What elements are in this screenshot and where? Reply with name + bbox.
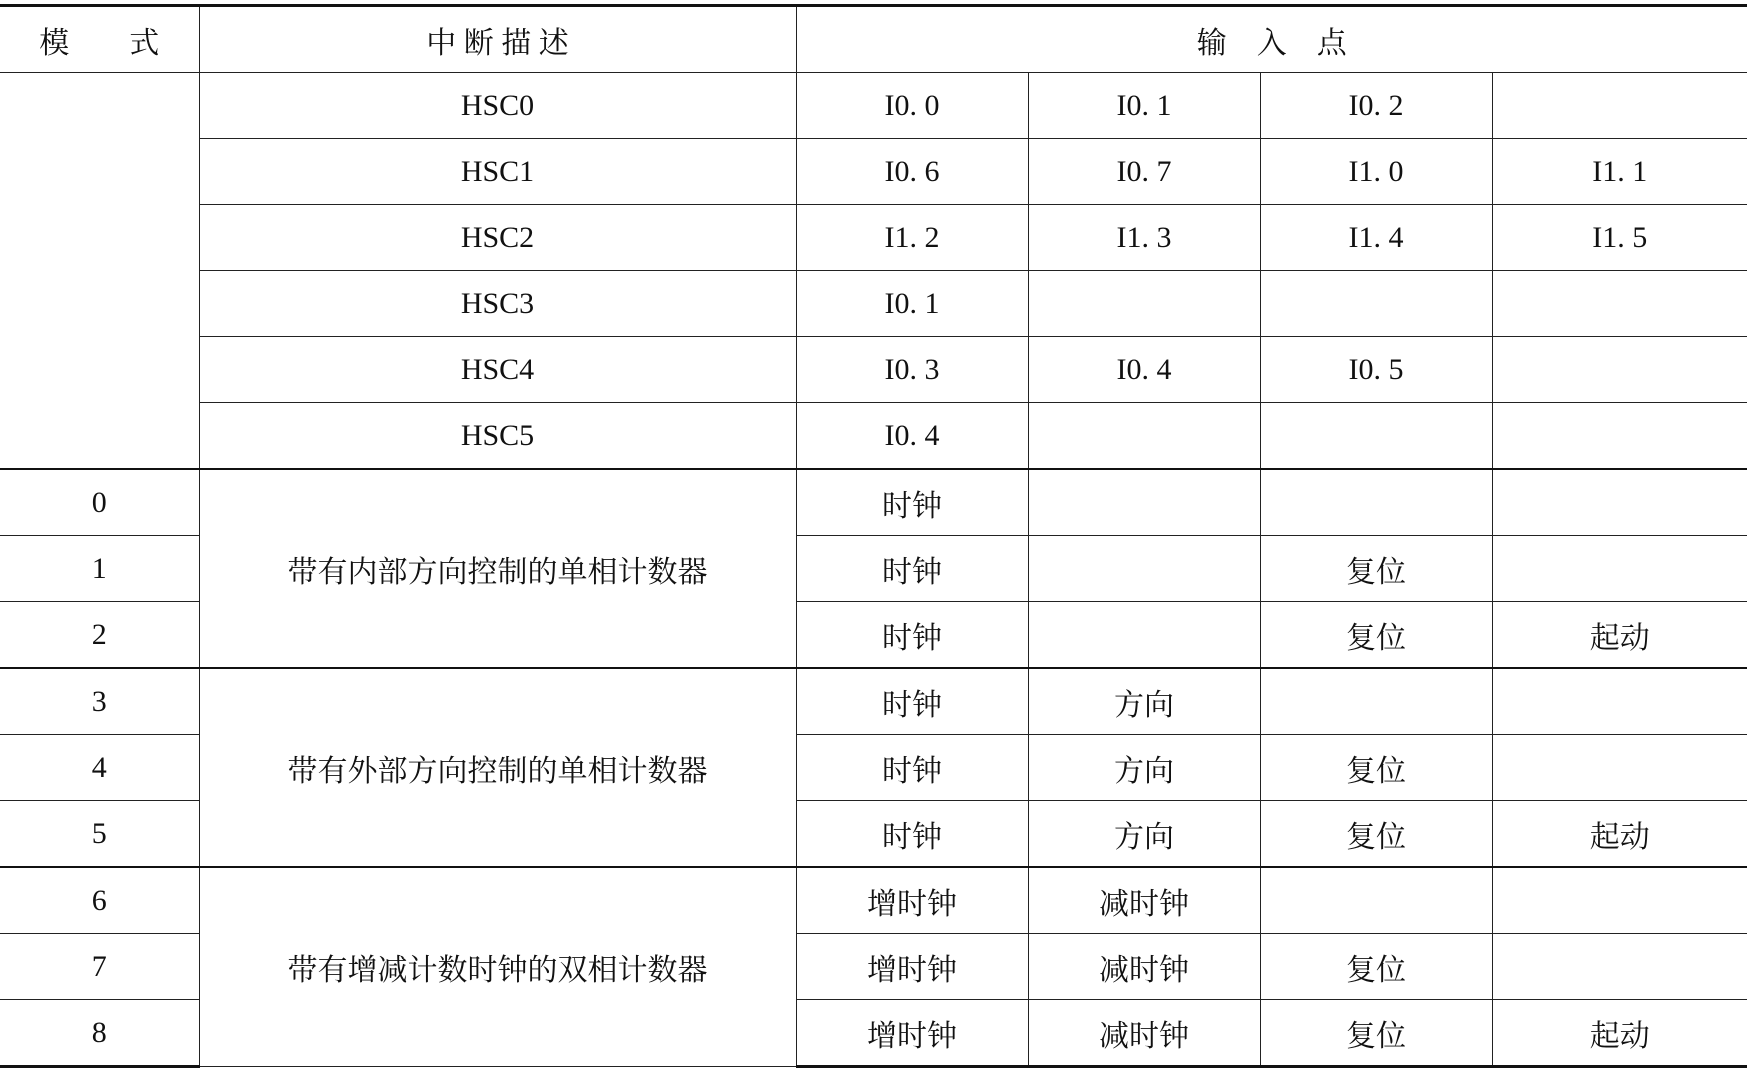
table-row [0,403,1747,470]
input-point-cell: I0. 7 [1028,139,1260,205]
input-function-cell: 起动 [1492,1000,1747,1067]
table-row [0,469,1747,536]
table-row [0,73,1747,139]
input-function-cell: 增时钟 [796,934,1028,1000]
input-point-cell: I0. 6 [796,139,1028,205]
input-point-cell [1492,337,1747,403]
input-function-cell [1492,867,1747,934]
input-point-cell: I0. 4 [796,403,1028,470]
input-function-cell: 复位 [1260,735,1492,801]
input-function-cell [1028,602,1260,669]
input-function-cell: 时钟 [796,602,1028,669]
input-function-cell: 减时钟 [1028,1000,1260,1067]
header-mode: 模 式 [0,6,199,73]
input-function-cell [1492,536,1747,602]
input-function-cell: 时钟 [796,469,1028,536]
input-function-cell: 方向 [1028,801,1260,868]
table-row [0,867,1747,934]
table-row [0,337,1747,403]
table-row [0,271,1747,337]
input-function-cell: 起动 [1492,602,1747,669]
input-function-cell [1492,668,1747,735]
input-function-cell: 减时钟 [1028,867,1260,934]
input-point-cell: I0. 0 [796,73,1028,139]
input-function-cell: 时钟 [796,735,1028,801]
input-function-cell: 复位 [1260,536,1492,602]
input-point-cell: I1. 5 [1492,205,1747,271]
input-point-cell [1260,271,1492,337]
mode-number-cell: 8 [0,1000,199,1067]
table-row [0,205,1747,271]
hsc-name-cell: HSC2 [199,205,796,271]
input-function-cell [1492,735,1747,801]
input-point-cell: I0. 1 [796,271,1028,337]
input-function-cell: 复位 [1260,801,1492,868]
input-point-cell [1492,271,1747,337]
hsc-name-cell: HSC3 [199,271,796,337]
counter-description-cell: 带有外部方向控制的单相计数器 [199,668,796,867]
header-description: 中 断 描 述 [199,6,796,73]
input-point-cell: I1. 0 [1260,139,1492,205]
input-function-cell: 方向 [1028,668,1260,735]
input-point-cell: I1. 1 [1492,139,1747,205]
mode-number-cell: 7 [0,934,199,1000]
input-point-cell: I1. 3 [1028,205,1260,271]
input-function-cell [1260,867,1492,934]
input-function-cell: 复位 [1260,1000,1492,1067]
input-function-cell: 起动 [1492,801,1747,868]
input-point-cell: I1. 4 [1260,205,1492,271]
input-function-cell: 复位 [1260,934,1492,1000]
counter-description-cell: 带有内部方向控制的单相计数器 [199,469,796,668]
hsc-mode-table-container [0,4,1747,1068]
input-function-cell: 时钟 [796,536,1028,602]
input-function-cell: 方向 [1028,735,1260,801]
mode-number-cell: 4 [0,735,199,801]
input-point-cell [1028,403,1260,470]
input-point-cell: I0. 1 [1028,73,1260,139]
input-function-cell [1028,469,1260,536]
input-function-cell: 减时钟 [1028,934,1260,1000]
input-function-cell [1492,934,1747,1000]
hsc-name-cell: HSC5 [199,403,796,470]
mode-number-cell: 1 [0,536,199,602]
input-function-cell: 复位 [1260,602,1492,669]
input-function-cell [1028,536,1260,602]
input-function-cell: 时钟 [796,801,1028,868]
input-function-cell: 时钟 [796,668,1028,735]
input-function-cell [1492,469,1747,536]
input-point-cell: I0. 2 [1260,73,1492,139]
table-body [0,73,1747,1067]
table-row [0,668,1747,735]
hsc-name-cell: HSC4 [199,337,796,403]
input-function-cell [1260,469,1492,536]
header-input-points: 输 入 点 [796,6,1747,73]
input-point-cell: I1. 2 [796,205,1028,271]
mode-number-cell: 5 [0,801,199,868]
mode-number-cell: 3 [0,668,199,735]
input-point-cell [1260,403,1492,470]
hsc-name-cell: HSC0 [199,73,796,139]
mode-number-cell: 6 [0,867,199,934]
input-point-cell: I0. 3 [796,337,1028,403]
table-header-row [0,6,1747,73]
table-row [0,139,1747,205]
input-point-cell [1492,403,1747,470]
hsc-mode-table [0,4,1747,1068]
input-function-cell: 增时钟 [796,1000,1028,1067]
input-point-cell [1492,73,1747,139]
input-function-cell [1260,668,1492,735]
mode-number-cell: 0 [0,469,199,536]
mode-number-cell: 2 [0,602,199,669]
input-point-cell: I0. 5 [1260,337,1492,403]
mode-cell-blank [0,73,199,470]
input-point-cell [1028,271,1260,337]
hsc-name-cell: HSC1 [199,139,796,205]
input-point-cell: I0. 4 [1028,337,1260,403]
counter-description-cell: 带有增减计数时钟的双相计数器 [199,867,796,1067]
input-function-cell: 增时钟 [796,867,1028,934]
